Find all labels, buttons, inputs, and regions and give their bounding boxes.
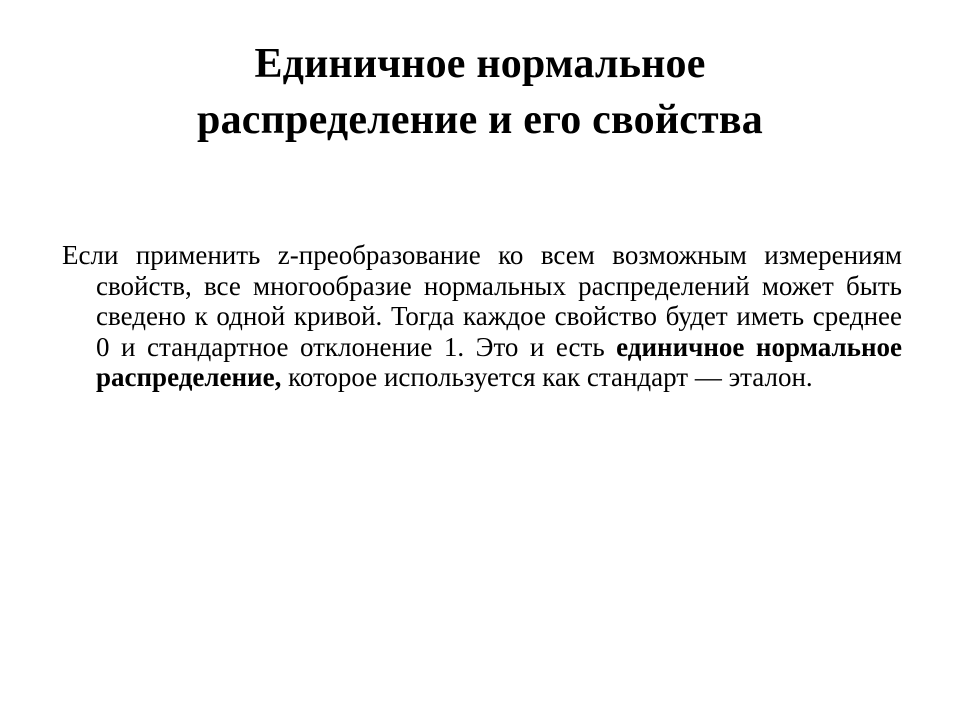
slide-title: [100, 36, 860, 148]
slide-body-paragraph: [62, 240, 902, 393]
paragraph-text-before: Если применить z-преобразование ко всем возможным измерениям свойств, все многообразие нормальных распределений может быть сведено к одной кривой. Тогда каждое свойство будет иметь среднее 0 и стандартное отклонение 1. Это и есть: [62, 240, 902, 362]
paragraph-bold-term: единичное нормальное распределение,: [96, 331, 902, 392]
paragraph-text-after: которое используется как стандарт — эталон.: [281, 362, 813, 392]
slide-title-line-2: распределение и его свойства: [197, 97, 763, 143]
slide-title-line-1: Единичное нормальное: [254, 41, 706, 87]
